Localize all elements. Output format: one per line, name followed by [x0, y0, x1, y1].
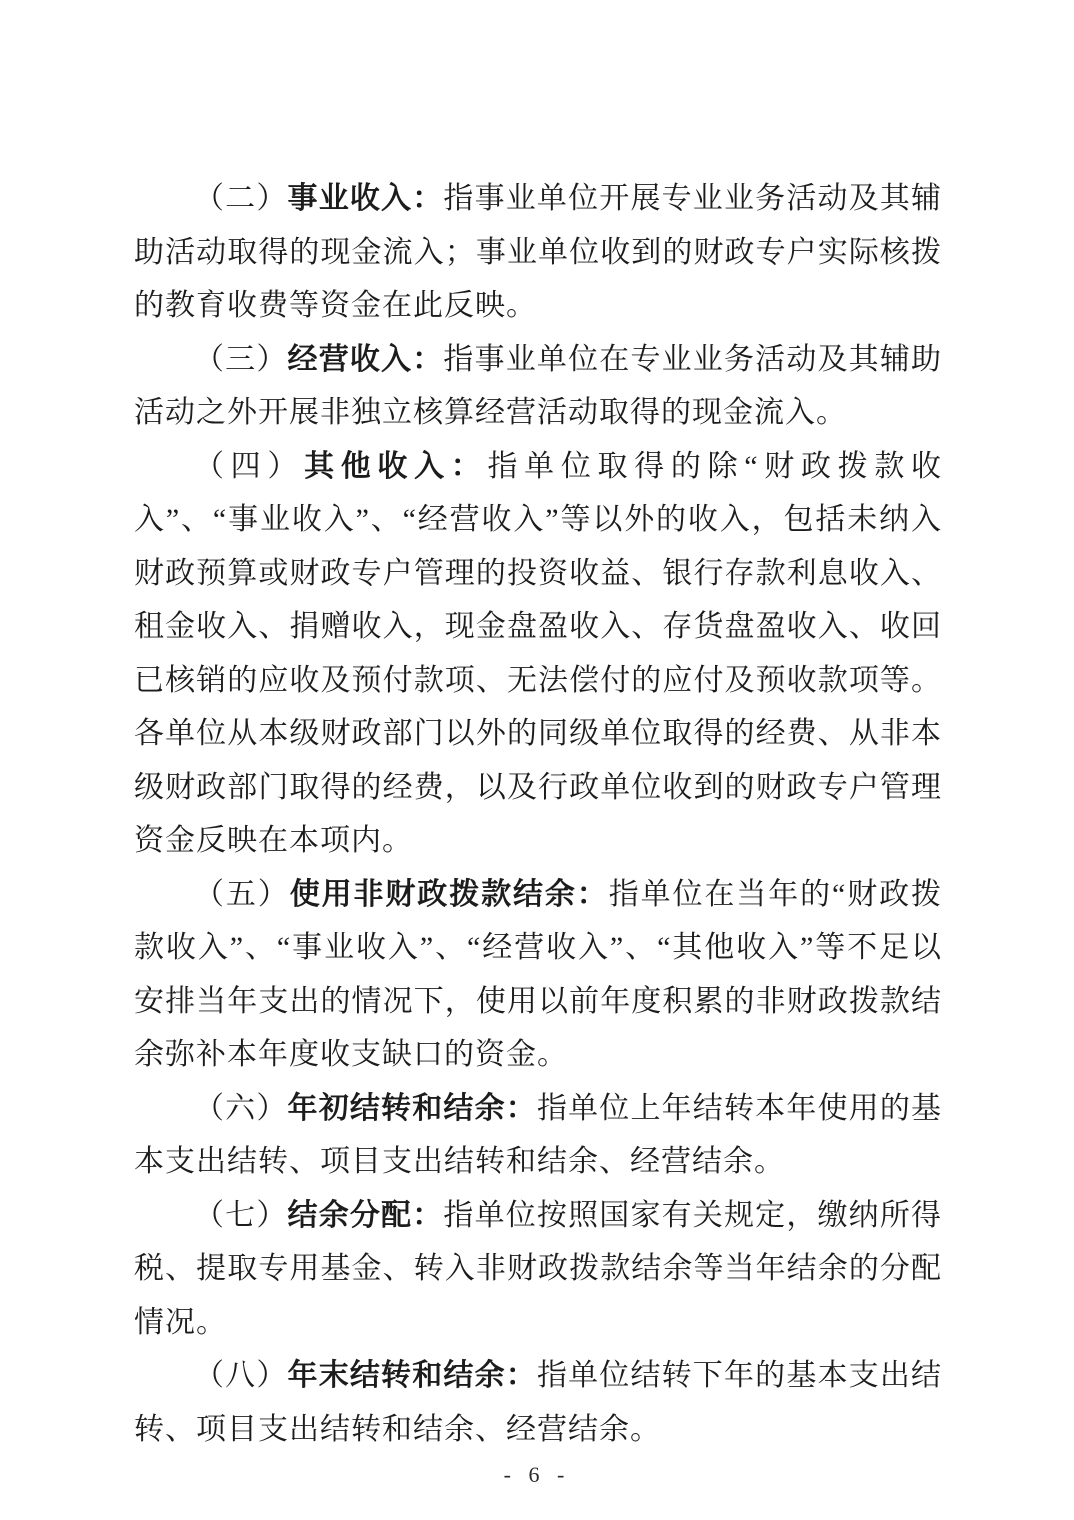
item-number: （三）	[194, 342, 288, 376]
document-body	[134, 172, 942, 1456]
paragraph-text: 指单位取得的除“财政拨款收入”、“事业收入”、“经营收入”等以外的收入，包括未纳入财政预算或财政专户管理的投资收益、银行存款利息收入、租金收入、捐赠收入，现金盘盈收入、存货盘盈收入、收回已核销的应收及预付款项、无法偿付的应付及预收款项等。各单位从本级财政部门以外的同级单位取得的经费、从非本级财政部门取得的经费，以及行政单位收到的财政专户管理资金反映在本项内。	[134, 449, 943, 857]
term-label: 事业收入：	[287, 182, 444, 215]
paragraph	[134, 1189, 942, 1350]
paragraph	[134, 172, 942, 333]
paragraph-text: 指事业单位开展专业业务活动及其辅助活动取得的现金流入；事业单位收到的财政专户实际核拨的教育收费等资金在此反映。	[134, 182, 943, 322]
term-label: 经营收入：	[287, 342, 444, 376]
item-number: （五）	[194, 877, 290, 911]
paragraph-text: 指单位上年结转本年使用的基本支出结转、项目支出结转和结余、经营结余。	[134, 1091, 943, 1178]
paragraph	[134, 440, 942, 868]
item-number: （七）	[194, 1198, 288, 1232]
term-label: 年末结转和结余：	[287, 1359, 537, 1392]
term-label: 年初结转和结余：	[287, 1091, 537, 1125]
paragraph	[134, 868, 942, 1082]
paragraph-text: 指事业单位在专业业务活动及其辅助活动之外开展非独立核算经营活动取得的现金流入。	[134, 342, 943, 429]
paragraph	[134, 1082, 942, 1189]
term-label: 结余分配：	[287, 1198, 444, 1232]
item-number: （二）	[194, 182, 288, 215]
item-number: （八）	[194, 1359, 288, 1392]
page-number: - 6 -	[503, 1462, 571, 1487]
paragraph-text: 指单位结转下年的基本支出结转、项目支出结转和结余、经营结余。	[134, 1359, 943, 1446]
term-label: 其他收入：	[304, 449, 488, 483]
paragraph-text: 指单位在当年的“财政拨款收入”、“事业收入”、“经营收入”、“其他收入”等不足以安排当年支出的情况下，使用以前年度积累的非财政拨款结余弥补本年度收支缺口的资金。	[134, 877, 943, 1071]
item-number: （四）	[194, 449, 305, 483]
paragraph-text: 指单位按照国家有关规定，缴纳所得税、提取专用基金、转入非财政拨款结余等当年结余的分配情况。	[134, 1198, 943, 1339]
paragraph	[134, 333, 942, 440]
item-number: （六）	[194, 1091, 288, 1125]
paragraph	[134, 1349, 942, 1456]
term-label: 使用非财政拨款结余：	[289, 877, 609, 911]
